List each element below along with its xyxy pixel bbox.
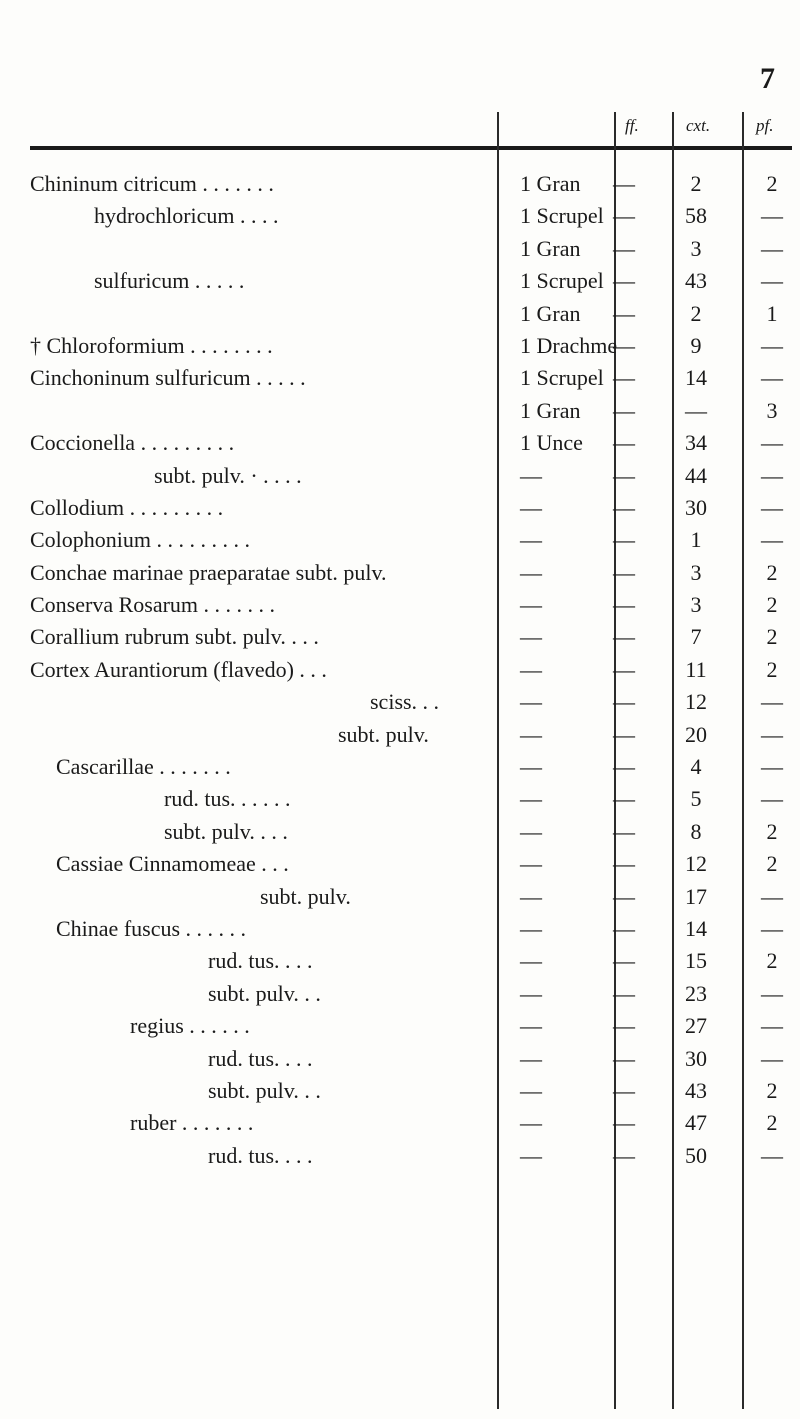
item-quantity: — bbox=[520, 851, 542, 877]
item-quantity: — bbox=[520, 915, 542, 941]
value-cxt: 43 bbox=[685, 268, 707, 294]
value-pf: — bbox=[761, 1142, 783, 1168]
value-ff: — bbox=[613, 1013, 635, 1039]
item-name: Chinae fuscus . . . . . . bbox=[56, 915, 247, 941]
value-pf: — bbox=[761, 527, 783, 553]
value-ff: — bbox=[613, 786, 635, 812]
item-quantity: — bbox=[520, 494, 542, 520]
value-cxt: 23 bbox=[685, 980, 707, 1006]
value-pf: — bbox=[761, 235, 783, 261]
value-cxt: 43 bbox=[685, 1077, 707, 1103]
value-cxt: 50 bbox=[685, 1142, 707, 1168]
value-cxt: — bbox=[685, 397, 707, 423]
table-row bbox=[0, 460, 800, 492]
value-pf: 2 bbox=[766, 1077, 778, 1103]
value-ff: — bbox=[613, 754, 635, 780]
value-cxt: 2 bbox=[690, 300, 702, 326]
value-pf: — bbox=[761, 430, 783, 456]
value-ff: — bbox=[613, 171, 635, 196]
value-pf: 2 bbox=[766, 624, 778, 650]
value-cxt: 9 bbox=[690, 332, 702, 358]
item-quantity: — bbox=[520, 883, 542, 909]
item-name: Cinchoninum sulfuricum . . . . . bbox=[30, 365, 306, 391]
item-quantity: — bbox=[520, 818, 542, 844]
value-pf: — bbox=[761, 883, 783, 909]
value-ff: — bbox=[613, 527, 635, 553]
value-pf: 2 bbox=[766, 1110, 778, 1136]
item-quantity: — bbox=[520, 1045, 542, 1071]
value-cxt: 14 bbox=[685, 365, 707, 391]
table-row bbox=[0, 427, 800, 459]
value-cxt: 34 bbox=[685, 430, 707, 456]
item-quantity: 1 Drachme bbox=[520, 332, 618, 358]
table-row bbox=[0, 557, 800, 589]
value-cxt: 20 bbox=[685, 721, 707, 747]
value-cxt: 58 bbox=[685, 203, 707, 229]
table-row bbox=[0, 1107, 800, 1139]
item-name: Cortex Aurantiorum (flavedo) . . . bbox=[30, 656, 327, 682]
value-cxt: 3 bbox=[690, 592, 702, 618]
value-pf: — bbox=[761, 203, 783, 229]
value-pf: 2 bbox=[766, 592, 778, 618]
value-ff: — bbox=[613, 494, 635, 520]
value-cxt: 3 bbox=[690, 235, 702, 261]
item-name: subt. pulv. . . . bbox=[164, 818, 288, 844]
table-row bbox=[0, 816, 800, 848]
value-cxt: 7 bbox=[690, 624, 702, 650]
table-row bbox=[0, 395, 800, 427]
value-ff: — bbox=[613, 332, 635, 358]
value-pf: — bbox=[761, 980, 783, 1006]
value-pf: — bbox=[761, 268, 783, 294]
item-quantity: — bbox=[520, 721, 542, 747]
value-cxt: 12 bbox=[685, 689, 707, 715]
value-ff: — bbox=[613, 980, 635, 1006]
item-quantity: 1 Scrupel bbox=[520, 365, 604, 391]
item-quantity: 1 Gran bbox=[520, 235, 581, 261]
value-cxt: 3 bbox=[690, 559, 702, 585]
value-cxt: 12 bbox=[685, 851, 707, 877]
value-ff: — bbox=[613, 818, 635, 844]
item-quantity: 1 Scrupel bbox=[520, 203, 604, 229]
table-row bbox=[0, 945, 800, 977]
value-ff: — bbox=[613, 883, 635, 909]
table-row bbox=[0, 1075, 800, 1107]
item-quantity: 1 Gran bbox=[520, 300, 581, 326]
item-quantity: — bbox=[520, 527, 542, 553]
value-cxt: 17 bbox=[685, 883, 707, 909]
header-pf: pf. bbox=[756, 116, 774, 135]
value-ff: — bbox=[613, 235, 635, 261]
value-cxt: 30 bbox=[685, 1045, 707, 1071]
item-quantity: — bbox=[520, 689, 542, 715]
table-row bbox=[0, 881, 800, 913]
value-cxt: 27 bbox=[685, 1013, 707, 1039]
value-pf: — bbox=[761, 332, 783, 358]
table-row bbox=[0, 524, 800, 556]
value-ff: — bbox=[613, 721, 635, 747]
table-row bbox=[0, 168, 800, 200]
item-name: subt. pulv. bbox=[338, 721, 429, 747]
item-quantity: — bbox=[520, 786, 542, 812]
value-ff: — bbox=[613, 624, 635, 650]
table-header bbox=[0, 106, 800, 146]
value-ff: — bbox=[613, 365, 635, 391]
item-name: Coccionella . . . . . . . . . bbox=[30, 430, 235, 456]
value-pf: — bbox=[761, 462, 783, 488]
header-rule bbox=[30, 146, 792, 150]
item-name: rud. tus. . . . bbox=[208, 1142, 313, 1168]
value-cxt: 5 bbox=[690, 786, 702, 812]
item-name: subt. pulv. · . . . . bbox=[154, 462, 302, 488]
table-row bbox=[0, 1010, 800, 1042]
item-name: Conserva Rosarum . . . . . . . bbox=[30, 592, 276, 618]
table-row bbox=[0, 913, 800, 945]
item-name: rud. tus. . . . bbox=[208, 1045, 313, 1071]
value-pf: — bbox=[761, 1045, 783, 1071]
table-row bbox=[0, 1140, 800, 1172]
item-name: regius . . . . . . bbox=[130, 1013, 250, 1039]
table-row bbox=[0, 200, 800, 232]
item-quantity: — bbox=[520, 656, 542, 682]
item-name: subt. pulv. . . bbox=[208, 980, 321, 1006]
value-pf: — bbox=[761, 721, 783, 747]
value-ff: — bbox=[613, 1077, 635, 1103]
value-pf: — bbox=[761, 689, 783, 715]
value-pf: 2 bbox=[766, 851, 778, 877]
value-ff: — bbox=[613, 300, 635, 326]
value-ff: — bbox=[613, 397, 635, 423]
value-pf: — bbox=[761, 494, 783, 520]
value-ff: — bbox=[613, 851, 635, 877]
item-quantity: — bbox=[520, 462, 542, 488]
item-quantity: 1 Scrupel bbox=[520, 268, 604, 294]
table-row bbox=[0, 686, 800, 718]
value-ff: — bbox=[613, 430, 635, 456]
item-quantity: — bbox=[520, 592, 542, 618]
header-ff: ff. bbox=[625, 116, 639, 135]
item-name: Colophonium . . . . . . . . . bbox=[30, 527, 251, 553]
value-ff: — bbox=[613, 203, 635, 229]
value-pf: 3 bbox=[766, 397, 778, 423]
value-ff: — bbox=[613, 689, 635, 715]
item-quantity: — bbox=[520, 1013, 542, 1039]
item-name: sciss. . . bbox=[370, 689, 440, 715]
item-quantity: 1 Gran bbox=[520, 397, 581, 423]
value-pf: — bbox=[761, 786, 783, 812]
item-name: Collodium . . . . . . . . . bbox=[30, 494, 224, 520]
value-cxt: 2 bbox=[690, 171, 702, 196]
table-row bbox=[0, 233, 800, 265]
item-name: hydrochloricum . . . . bbox=[94, 203, 279, 229]
value-cxt: 14 bbox=[685, 915, 707, 941]
value-pf: 2 bbox=[766, 948, 778, 974]
item-name: subt. pulv. bbox=[260, 883, 351, 909]
value-ff: — bbox=[613, 948, 635, 974]
item-name: Cascarillae . . . . . . . bbox=[56, 754, 231, 780]
value-cxt: 11 bbox=[685, 656, 707, 682]
price-table bbox=[0, 168, 800, 1172]
table-row bbox=[0, 621, 800, 653]
value-pf: 2 bbox=[766, 171, 778, 196]
table-row bbox=[0, 978, 800, 1010]
table-row bbox=[0, 362, 800, 394]
value-ff: — bbox=[613, 915, 635, 941]
value-pf: 1 bbox=[766, 300, 778, 326]
item-name: Conchae marinae praeparatae subt. pulv. bbox=[30, 559, 387, 585]
value-pf: 2 bbox=[766, 559, 778, 585]
item-name: rud. tus. . . . . . bbox=[164, 786, 291, 812]
value-cxt: 30 bbox=[685, 494, 707, 520]
table-row bbox=[0, 1043, 800, 1075]
value-cxt: 47 bbox=[685, 1110, 707, 1136]
item-name: Corallium rubrum subt. pulv. . . . bbox=[30, 624, 319, 650]
table-row bbox=[0, 492, 800, 524]
table-row bbox=[0, 654, 800, 686]
value-ff: — bbox=[613, 559, 635, 585]
item-quantity: — bbox=[520, 1077, 542, 1103]
value-pf: — bbox=[761, 754, 783, 780]
page-number: 7 bbox=[760, 62, 775, 95]
table-row bbox=[0, 848, 800, 880]
value-pf: 2 bbox=[766, 818, 778, 844]
value-ff: — bbox=[613, 656, 635, 682]
item-quantity: — bbox=[520, 559, 542, 585]
value-ff: — bbox=[613, 592, 635, 618]
value-ff: — bbox=[613, 1142, 635, 1168]
value-pf: 2 bbox=[766, 656, 778, 682]
table-row bbox=[0, 330, 800, 362]
item-quantity: — bbox=[520, 1142, 542, 1168]
item-name: Chininum citricum . . . . . . . bbox=[30, 171, 274, 196]
item-quantity: — bbox=[520, 948, 542, 974]
value-ff: — bbox=[613, 1110, 635, 1136]
header-cxt: cxt. bbox=[686, 116, 711, 135]
item-quantity: — bbox=[520, 980, 542, 1006]
table-row bbox=[0, 751, 800, 783]
table-row bbox=[0, 265, 800, 297]
value-pf: — bbox=[761, 915, 783, 941]
value-cxt: 4 bbox=[690, 754, 702, 780]
item-name: subt. pulv. . . bbox=[208, 1077, 321, 1103]
value-pf: — bbox=[761, 365, 783, 391]
value-cxt: 8 bbox=[690, 818, 702, 844]
item-name: Cassiae Cinnamomeae . . . bbox=[56, 851, 289, 877]
item-quantity: 1 Unce bbox=[520, 430, 583, 456]
table-row bbox=[0, 589, 800, 621]
value-ff: — bbox=[613, 1045, 635, 1071]
item-quantity: — bbox=[520, 624, 542, 650]
table-row bbox=[0, 719, 800, 751]
value-pf: — bbox=[761, 1013, 783, 1039]
item-name: rud. tus. . . . bbox=[208, 948, 313, 974]
value-cxt: 15 bbox=[685, 948, 707, 974]
value-ff: — bbox=[613, 462, 635, 488]
value-cxt: 1 bbox=[690, 527, 702, 553]
item-name: sulfuricum . . . . . bbox=[94, 268, 245, 294]
item-name: † Chloroformium . . . . . . . . bbox=[30, 332, 273, 358]
item-name: ruber . . . . . . . bbox=[130, 1110, 254, 1136]
table-row bbox=[0, 783, 800, 815]
item-quantity: — bbox=[520, 754, 542, 780]
item-quantity: — bbox=[520, 1110, 542, 1136]
table-row bbox=[0, 298, 800, 330]
item-quantity: 1 Gran bbox=[520, 171, 581, 196]
value-ff: — bbox=[613, 268, 635, 294]
value-cxt: 44 bbox=[685, 462, 707, 488]
